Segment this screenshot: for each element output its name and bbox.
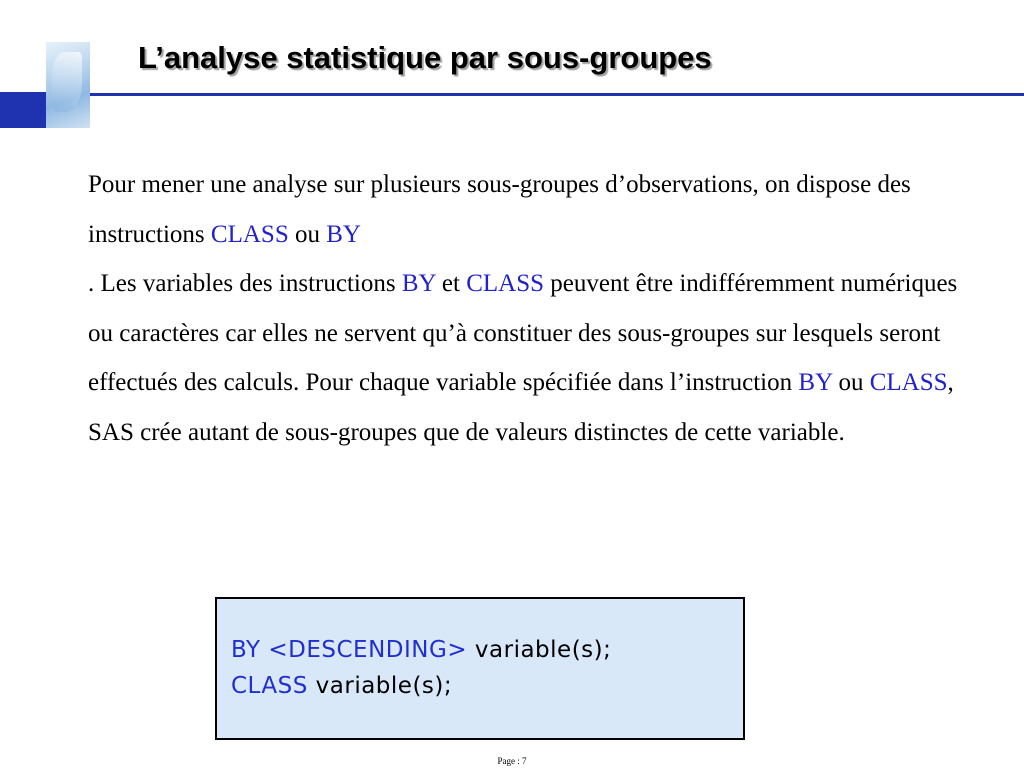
- code-keyword: CLASS: [231, 673, 308, 699]
- text-segment: , SAS crée autant de sous-groupes que de valeurs distinctes de cette variable.: [88, 369, 954, 446]
- text-segment: peuvent être indifféremment numériques ou caractères car elles ne servent qu’à constituer des sous-groupes sur lesquels seront effectués des calculs. Pour chaque variable spécifiée dans l’instruction: [88, 270, 958, 396]
- title-accent-bar: [0, 92, 46, 128]
- keyword-class: CLASS: [210, 220, 289, 248]
- keyword-class: CLASS: [869, 369, 948, 396]
- text-segment: . Les variables des instructions: [88, 270, 402, 297]
- body-paragraph: [88, 160, 968, 457]
- keyword-by: BY: [798, 369, 833, 396]
- text-segment: ou: [288, 220, 327, 248]
- keyword-by: BY: [401, 270, 436, 297]
- decorative-image: [46, 42, 90, 128]
- code-keyword: BY <DESCENDING>: [231, 637, 468, 663]
- page-number: Page : 7: [497, 756, 527, 766]
- code-argument: variable(s);: [307, 673, 453, 699]
- code-sample-box: [215, 597, 745, 740]
- code-argument: variable(s);: [467, 637, 612, 663]
- keyword-by: BY: [326, 220, 361, 248]
- title-underline: [90, 93, 1024, 96]
- keyword-class: CLASS: [466, 270, 544, 297]
- code-line-class: [231, 673, 452, 699]
- text-segment: et: [435, 270, 467, 297]
- slide-title: L’analyse statistique par sous-groupes: [138, 40, 712, 75]
- text-segment: ou: [832, 369, 870, 396]
- text-segment: Pour mener une analyse sur plusieurs sous-groupes d’observations, on dispose des instructions: [88, 171, 911, 248]
- code-line-by: [231, 637, 611, 663]
